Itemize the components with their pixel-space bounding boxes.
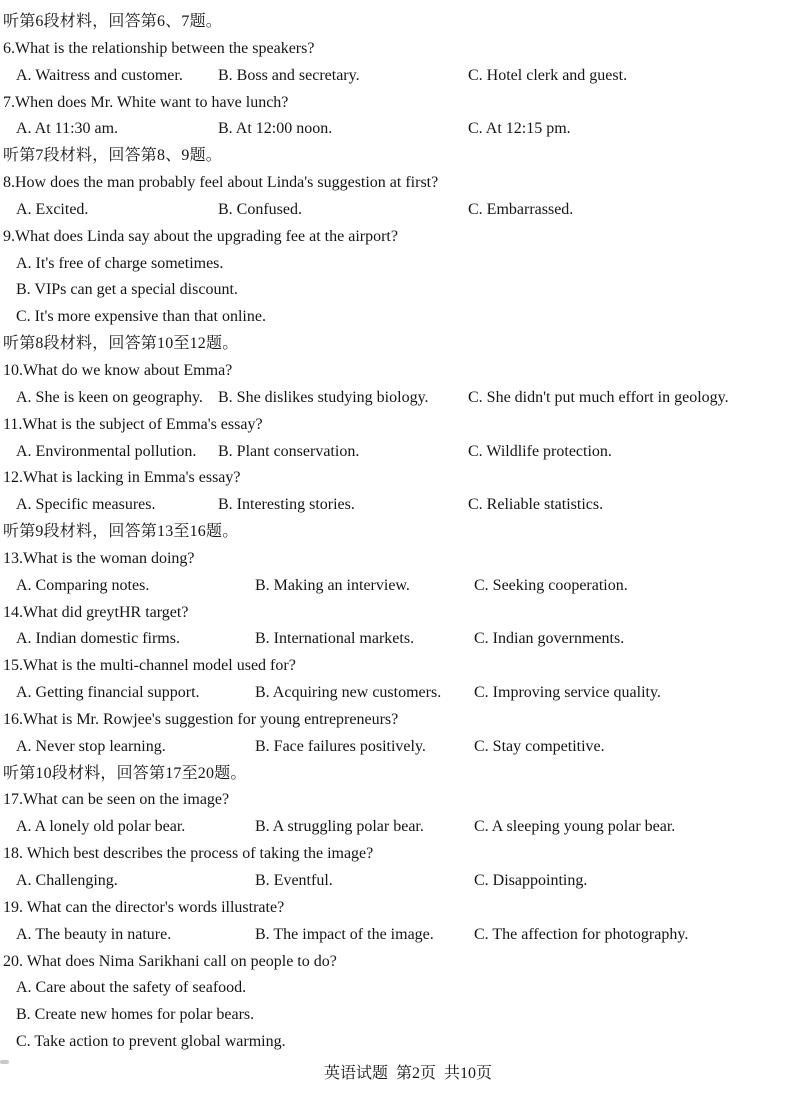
answer-option: B. Interesting stories.	[218, 496, 355, 514]
footer-text: 英语试题 第2页 共10页	[323, 1065, 492, 1082]
answer-option: B. Confused.	[218, 200, 302, 218]
page-footer	[0, 1042, 800, 1101]
answer-option: C. The affection for photography.	[474, 925, 689, 943]
answer-option: B. Create new homes for polar bears.	[16, 1006, 255, 1024]
question-text: 16.What is Mr. Rowjee's suggestion for young entrepreneurs?	[3, 710, 399, 728]
answer-option: C. She didn't put much effort in geology.	[468, 388, 729, 406]
answer-option: C. Take action to prevent global warming.	[16, 1033, 286, 1051]
answer-option: B. Making an interview.	[255, 576, 410, 594]
answer-option: A. She is keen on geography.	[16, 388, 203, 406]
answer-option: B. Face failures positively.	[255, 737, 426, 755]
answer-option: C. At 12:15 pm.	[468, 120, 571, 138]
answer-option: B. International markets.	[255, 630, 415, 648]
answer-option-row	[3, 385, 792, 412]
question-text: 13.What is the woman doing?	[3, 549, 195, 567]
answer-option: B. At 12:00 noon.	[218, 120, 333, 138]
answer-option: A. Care about the safety of seafood.	[16, 979, 247, 997]
answer-option: C. Reliable statistics.	[468, 496, 604, 514]
answer-option: C. It's more expensive than that online.	[16, 308, 266, 326]
question-text: 17.What can be seen on the image?	[3, 791, 230, 809]
section-header: 听第9段材料，回答第13至16题。	[3, 523, 239, 541]
question-text: 19. What can the director's words illustrate?	[3, 898, 285, 916]
answer-option-row	[3, 573, 792, 600]
section-header: 听第7段材料，回答第8、9题。	[3, 147, 223, 165]
answer-option-row	[3, 439, 792, 466]
question-text: 7.When does Mr. White want to have lunch?	[3, 93, 289, 111]
answer-option: C. Embarrassed.	[468, 200, 574, 218]
answer-option: B. Plant conservation.	[218, 442, 360, 460]
question-text: 11.What is the subject of Emma's essay?	[3, 415, 263, 433]
question-text: 18. Which best describes the process of taking the image?	[3, 845, 374, 863]
answer-option: B. Acquiring new customers.	[255, 684, 442, 702]
answer-option-row	[3, 734, 792, 761]
question-text: 20. What does Nima Sarikhani call on people to do?	[3, 952, 337, 970]
answer-option: A. The beauty in nature.	[16, 925, 172, 943]
answer-option-row	[3, 63, 792, 90]
answer-option: A. Indian domestic firms.	[16, 630, 180, 648]
answer-option-row	[3, 814, 792, 841]
question-text: 9.What does Linda say about the upgrading fee at the airport?	[3, 227, 398, 245]
answer-option: C. Wildlife protection.	[468, 442, 612, 460]
answer-option-row	[3, 197, 792, 224]
question-text: 15.What is the multi-channel model used for?	[3, 657, 296, 675]
section-header: 听第8段材料，回答第10至12题。	[3, 335, 239, 353]
answer-option-row	[3, 922, 792, 949]
answer-option-row	[3, 626, 792, 653]
answer-option: A. Excited.	[16, 200, 89, 218]
answer-option: C. Stay competitive.	[474, 737, 605, 755]
section-header: 听第6段材料，回答第6、7题。	[3, 13, 223, 30]
answer-option: A. A lonely old polar bear.	[16, 818, 186, 836]
answer-option-row	[3, 868, 792, 895]
question-text: 14.What did greytHR target?	[3, 603, 189, 621]
answer-option: B. Eventful.	[255, 872, 333, 889]
answer-option: C. A sleeping young polar bear.	[474, 818, 676, 836]
answer-option: A. Environmental pollution.	[16, 442, 197, 460]
answer-option: A. Never stop learning.	[16, 737, 166, 755]
answer-option: A. Challenging.	[16, 872, 118, 889]
question-list	[3, 9, 792, 1056]
answer-option: C. Disappointing.	[474, 872, 588, 889]
answer-option-row	[3, 680, 792, 707]
answer-option: B. A struggling polar bear.	[255, 818, 424, 836]
question-text: 6.What is the relationship between the speakers?	[3, 39, 315, 57]
answer-option: A. Getting financial support.	[16, 684, 200, 702]
answer-option-row	[3, 116, 792, 143]
answer-option: C. Improving service quality.	[474, 684, 661, 702]
answer-option: C. Seeking cooperation.	[474, 576, 628, 594]
answer-option-row	[3, 492, 792, 519]
answer-option: A. Waitress and customer.	[16, 66, 183, 84]
answer-option: A. It's free of charge sometimes.	[16, 254, 224, 272]
question-text: 12.What is lacking in Emma's essay?	[3, 469, 241, 487]
answer-option: A. At 11:30 am.	[16, 120, 119, 138]
answer-option: C. Indian governments.	[474, 630, 625, 648]
answer-option: A. Specific measures.	[16, 496, 156, 514]
question-text: 10.What do we know about Emma?	[3, 361, 233, 379]
question-text: 8.How does the man probably feel about Linda's suggestion at first?	[3, 174, 439, 192]
answer-option: B. The impact of the image.	[255, 925, 434, 943]
answer-option: B. VIPs can get a special discount.	[16, 281, 238, 299]
answer-option: B. Boss and secretary.	[218, 66, 360, 84]
answer-option: A. Comparing notes.	[16, 576, 150, 594]
answer-option: B. She dislikes studying biology.	[218, 388, 429, 406]
answer-option: C. Hotel clerk and guest.	[468, 66, 628, 84]
section-header: 听第10段材料，回答第17至20题。	[3, 764, 247, 782]
